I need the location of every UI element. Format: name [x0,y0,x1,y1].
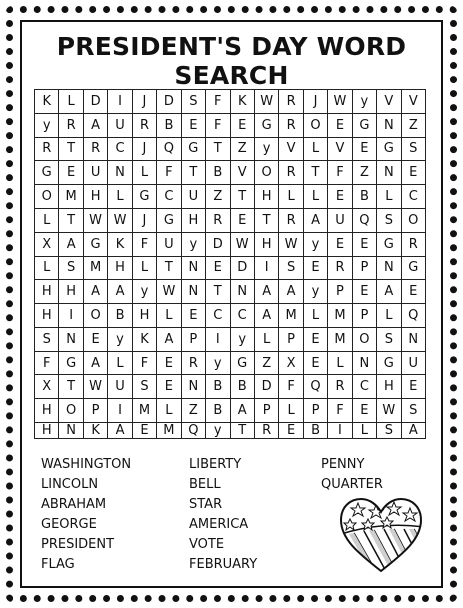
grid-cell: G [353,114,377,138]
grid-cell: L [304,304,328,328]
flag-heart-icon [338,495,424,575]
grid-cell: H [59,280,83,304]
grid-cell: B [206,399,230,423]
grid-cell: S [182,90,206,114]
grid-cell: A [157,328,181,352]
grid-cell: C [206,304,230,328]
grid-cell: U [402,352,426,376]
grid-cell: R [255,423,279,439]
word-item: WASHINGTON [41,457,132,472]
grid-cell: O [353,328,377,352]
grid-cell: Q [182,423,206,439]
grid-cell: T [206,138,230,162]
grid-cell: E [402,375,426,399]
grid-cell: A [402,423,426,439]
grid-cell: N [377,257,401,281]
grid-cell: F [279,375,303,399]
grid-cell: W [157,280,181,304]
grid-cell: E [353,138,377,162]
grid-cell: L [377,304,401,328]
grid-cell: A [108,423,132,439]
grid-cell: H [108,257,132,281]
word-item: GEORGE [41,517,97,532]
grid-cell: R [59,114,83,138]
grid-cell: L [304,185,328,209]
grid-cell: P [304,399,328,423]
grid-cell: T [59,209,83,233]
grid-cell: E [157,375,181,399]
grid-cell: B [157,114,181,138]
grid-cell: E [84,328,108,352]
grid-cell: L [108,352,132,376]
grid-cell: P [353,304,377,328]
grid-cell: O [59,399,83,423]
grid-cell: G [377,138,401,162]
grid-cell: E [402,161,426,185]
grid-cell: V [328,138,352,162]
grid-cell: H [255,185,279,209]
grid-cell: V [402,90,426,114]
grid-cell: R [279,161,303,185]
grid-cell: L [353,423,377,439]
grid-cell: y [35,114,59,138]
grid-cell: R [182,352,206,376]
grid-cell: G [377,233,401,257]
grid-cell: W [279,233,303,257]
grid-cell: Z [231,138,255,162]
grid-cell: E [402,280,426,304]
grid-cell: P [328,280,352,304]
grid-cell: B [231,375,255,399]
grid-cell: F [133,352,157,376]
grid-cell: E [328,114,352,138]
word-item: BELL [189,477,221,492]
grid-cell: E [328,185,352,209]
word-list-column-3 [321,455,383,495]
word-item: VOTE [189,537,225,552]
grid-cell: U [328,209,352,233]
grid-cell: M [328,304,352,328]
grid-cell: W [255,90,279,114]
grid-cell: P [279,328,303,352]
word-item: PRESIDENT [41,537,115,552]
grid-cell: N [377,161,401,185]
grid-cell: O [255,161,279,185]
grid-cell: y [182,233,206,257]
grid-cell: M [59,185,83,209]
grid-cell: Z [182,399,206,423]
grid-cell: D [255,375,279,399]
grid-cell: W [84,375,108,399]
grid-cell: N [182,280,206,304]
word-item: STAR [189,497,223,512]
grid-cell: G [255,114,279,138]
grid-cell: V [231,161,255,185]
letter-grid [34,89,426,439]
grid-cell: F [35,352,59,376]
grid-cell: T [182,161,206,185]
grid-cell: A [377,280,401,304]
grid-cell: L [108,185,132,209]
grid-cell: L [35,209,59,233]
grid-cell: G [377,352,401,376]
grid-cell: H [182,209,206,233]
grid-cell: L [157,399,181,423]
grid-cell: D [157,90,181,114]
grid-cell: O [304,114,328,138]
grid-cell: K [108,233,132,257]
grid-cell: Z [255,352,279,376]
grid-cell: L [133,257,157,281]
grid-cell: K [84,423,108,439]
grid-cell: I [206,328,230,352]
grid-cell: y [206,423,230,439]
grid-cell: Q [157,138,181,162]
grid-cell: E [182,304,206,328]
grid-cell: N [108,161,132,185]
grid-cell: A [108,280,132,304]
grid-cell: F [206,90,230,114]
grid-cell: B [206,161,230,185]
word-item: QUARTER [321,477,383,492]
grid-cell: T [304,161,328,185]
word-item: PENNY [321,457,365,472]
grid-cell: y [231,328,255,352]
grid-cell: U [84,161,108,185]
word-item: FLAG [41,557,75,572]
grid-cell: S [377,209,401,233]
grid-cell: I [108,90,132,114]
grid-cell: H [84,185,108,209]
word-item: FEBRUARY [189,557,258,572]
grid-cell: R [402,233,426,257]
grid-cell: G [402,257,426,281]
grid-cell: T [206,280,230,304]
grid-cell: y [206,352,230,376]
grid-cell: N [182,375,206,399]
grid-cell: M [279,304,303,328]
grid-cell: F [328,161,352,185]
grid-cell: T [59,138,83,162]
grid-cell: G [182,138,206,162]
grid-cell: y [304,233,328,257]
grid-cell: E [157,352,181,376]
grid-cell: y [255,138,279,162]
grid-cell: Z [353,161,377,185]
grid-cell: F [328,399,352,423]
grid-cell: R [206,209,230,233]
grid-cell: X [35,233,59,257]
grid-cell: E [304,257,328,281]
grid-cell: N [231,280,255,304]
grid-cell: Q [402,304,426,328]
grid-cell: K [133,328,157,352]
grid-cell: H [377,375,401,399]
grid-cell: L [328,352,352,376]
grid-cell: R [133,114,157,138]
grid-cell: V [279,138,303,162]
grid-cell: B [108,304,132,328]
grid-cell: Q [353,209,377,233]
grid-cell: W [377,399,401,423]
grid-cell: y [353,90,377,114]
grid-cell: R [328,375,352,399]
grid-cell: N [59,423,83,439]
grid-cell: R [84,138,108,162]
grid-cell: E [182,114,206,138]
grid-cell: N [353,352,377,376]
grid-cell: X [35,375,59,399]
grid-cell: R [328,257,352,281]
grid-cell: F [157,161,181,185]
grid-cell: U [108,375,132,399]
grid-cell: H [35,399,59,423]
grid-cell: S [402,138,426,162]
grid-cell: T [255,209,279,233]
grid-cell: N [402,328,426,352]
grid-cell: M [133,399,157,423]
grid-cell: A [255,304,279,328]
grid-cell: P [353,257,377,281]
grid-cell: M [84,257,108,281]
grid-cell: R [279,90,303,114]
grid-cell: N [377,114,401,138]
grid-cell: E [353,399,377,423]
grid-cell: E [59,161,83,185]
grid-cell: A [84,352,108,376]
grid-cell: Q [304,375,328,399]
grid-cell: P [255,399,279,423]
grid-cell: L [255,328,279,352]
word-item: LIBERTY [189,457,242,472]
grid-cell: S [377,328,401,352]
grid-cell: B [353,185,377,209]
grid-cell: G [157,209,181,233]
grid-cell: X [279,352,303,376]
grid-cell: G [133,185,157,209]
grid-cell: G [231,352,255,376]
grid-cell: U [157,233,181,257]
grid-cell: C [402,185,426,209]
grid-cell: H [133,304,157,328]
grid-cell: C [157,185,181,209]
grid-cell: H [35,280,59,304]
grid-cell: N [59,328,83,352]
grid-cell: U [182,185,206,209]
grid-cell: S [59,257,83,281]
grid-cell: E [328,233,352,257]
grid-cell: I [108,399,132,423]
grid-cell: P [84,399,108,423]
grid-cell: Z [206,185,230,209]
grid-cell: T [59,375,83,399]
grid-cell: G [59,352,83,376]
grid-cell: S [402,399,426,423]
grid-cell: L [133,161,157,185]
grid-cell: J [133,90,157,114]
grid-cell: A [304,209,328,233]
grid-cell: B [206,375,230,399]
grid-cell: y [304,280,328,304]
grid-cell: D [84,90,108,114]
grid-cell: L [35,257,59,281]
grid-cell: K [35,90,59,114]
grid-cell: F [206,114,230,138]
grid-cell: H [35,423,59,439]
grid-cell: V [377,90,401,114]
grid-cell: W [84,209,108,233]
grid-cell: L [157,304,181,328]
grid-cell: O [84,304,108,328]
grid-cell: L [59,90,83,114]
grid-cell: A [279,280,303,304]
grid-cell: G [84,233,108,257]
grid-cell: S [377,423,401,439]
grid-cell: W [108,209,132,233]
grid-cell: M [328,328,352,352]
grid-cell: A [231,399,255,423]
grid-cell: E [231,114,255,138]
grid-cell: I [328,423,352,439]
grid-cell: N [182,257,206,281]
grid-cell: A [255,280,279,304]
grid-cell: B [304,423,328,439]
grid-cell: J [133,209,157,233]
grid-cell: E [304,352,328,376]
grid-cell: C [353,375,377,399]
word-list-column-2 [189,455,257,575]
grid-cell: E [133,423,157,439]
grid-cell: H [35,304,59,328]
grid-cell: W [328,90,352,114]
grid-cell: E [279,423,303,439]
grid-cell: T [157,257,181,281]
grid-cell: Z [402,114,426,138]
grid-cell: W [231,233,255,257]
grid-cell: D [231,257,255,281]
grid-cell: F [133,233,157,257]
grid-cell: E [353,280,377,304]
word-item: ABRAHAM [41,497,107,512]
grid-cell: C [231,304,255,328]
page-title: PRESIDENT'S DAY WORD SEARCH [56,32,407,90]
grid-cell: S [35,328,59,352]
grid-cell: L [377,185,401,209]
grid-cell: y [108,328,132,352]
grid-cell: M [157,423,181,439]
grid-cell: P [182,328,206,352]
grid-cell: C [108,138,132,162]
grid-cell: E [353,233,377,257]
grid-cell: D [206,233,230,257]
grid-cell: S [279,257,303,281]
grid-cell: E [304,328,328,352]
grid-cell: K [231,90,255,114]
grid-cell: U [108,114,132,138]
grid-cell: S [133,375,157,399]
grid-cell: E [206,257,230,281]
grid-cell: T [231,185,255,209]
grid-cell: R [35,138,59,162]
grid-cell: O [35,185,59,209]
word-list-column-1 [41,455,131,575]
grid-cell: R [279,209,303,233]
word-item: AMERICA [189,517,249,532]
grid-cell: J [304,90,328,114]
grid-cell: A [84,114,108,138]
grid-cell: T [231,423,255,439]
grid-cell: I [255,257,279,281]
grid-cell: L [279,399,303,423]
grid-cell: G [35,161,59,185]
grid-cell: y [133,280,157,304]
grid-cell: A [59,233,83,257]
grid-cell: A [84,280,108,304]
grid-cell: E [231,209,255,233]
grid-cell: H [255,233,279,257]
word-item: LINCOLN [41,477,99,492]
grid-cell: L [304,138,328,162]
grid-cell: I [59,304,83,328]
grid-cell: J [133,138,157,162]
grid-cell: R [279,114,303,138]
grid-cell: O [402,209,426,233]
grid-cell: L [279,185,303,209]
